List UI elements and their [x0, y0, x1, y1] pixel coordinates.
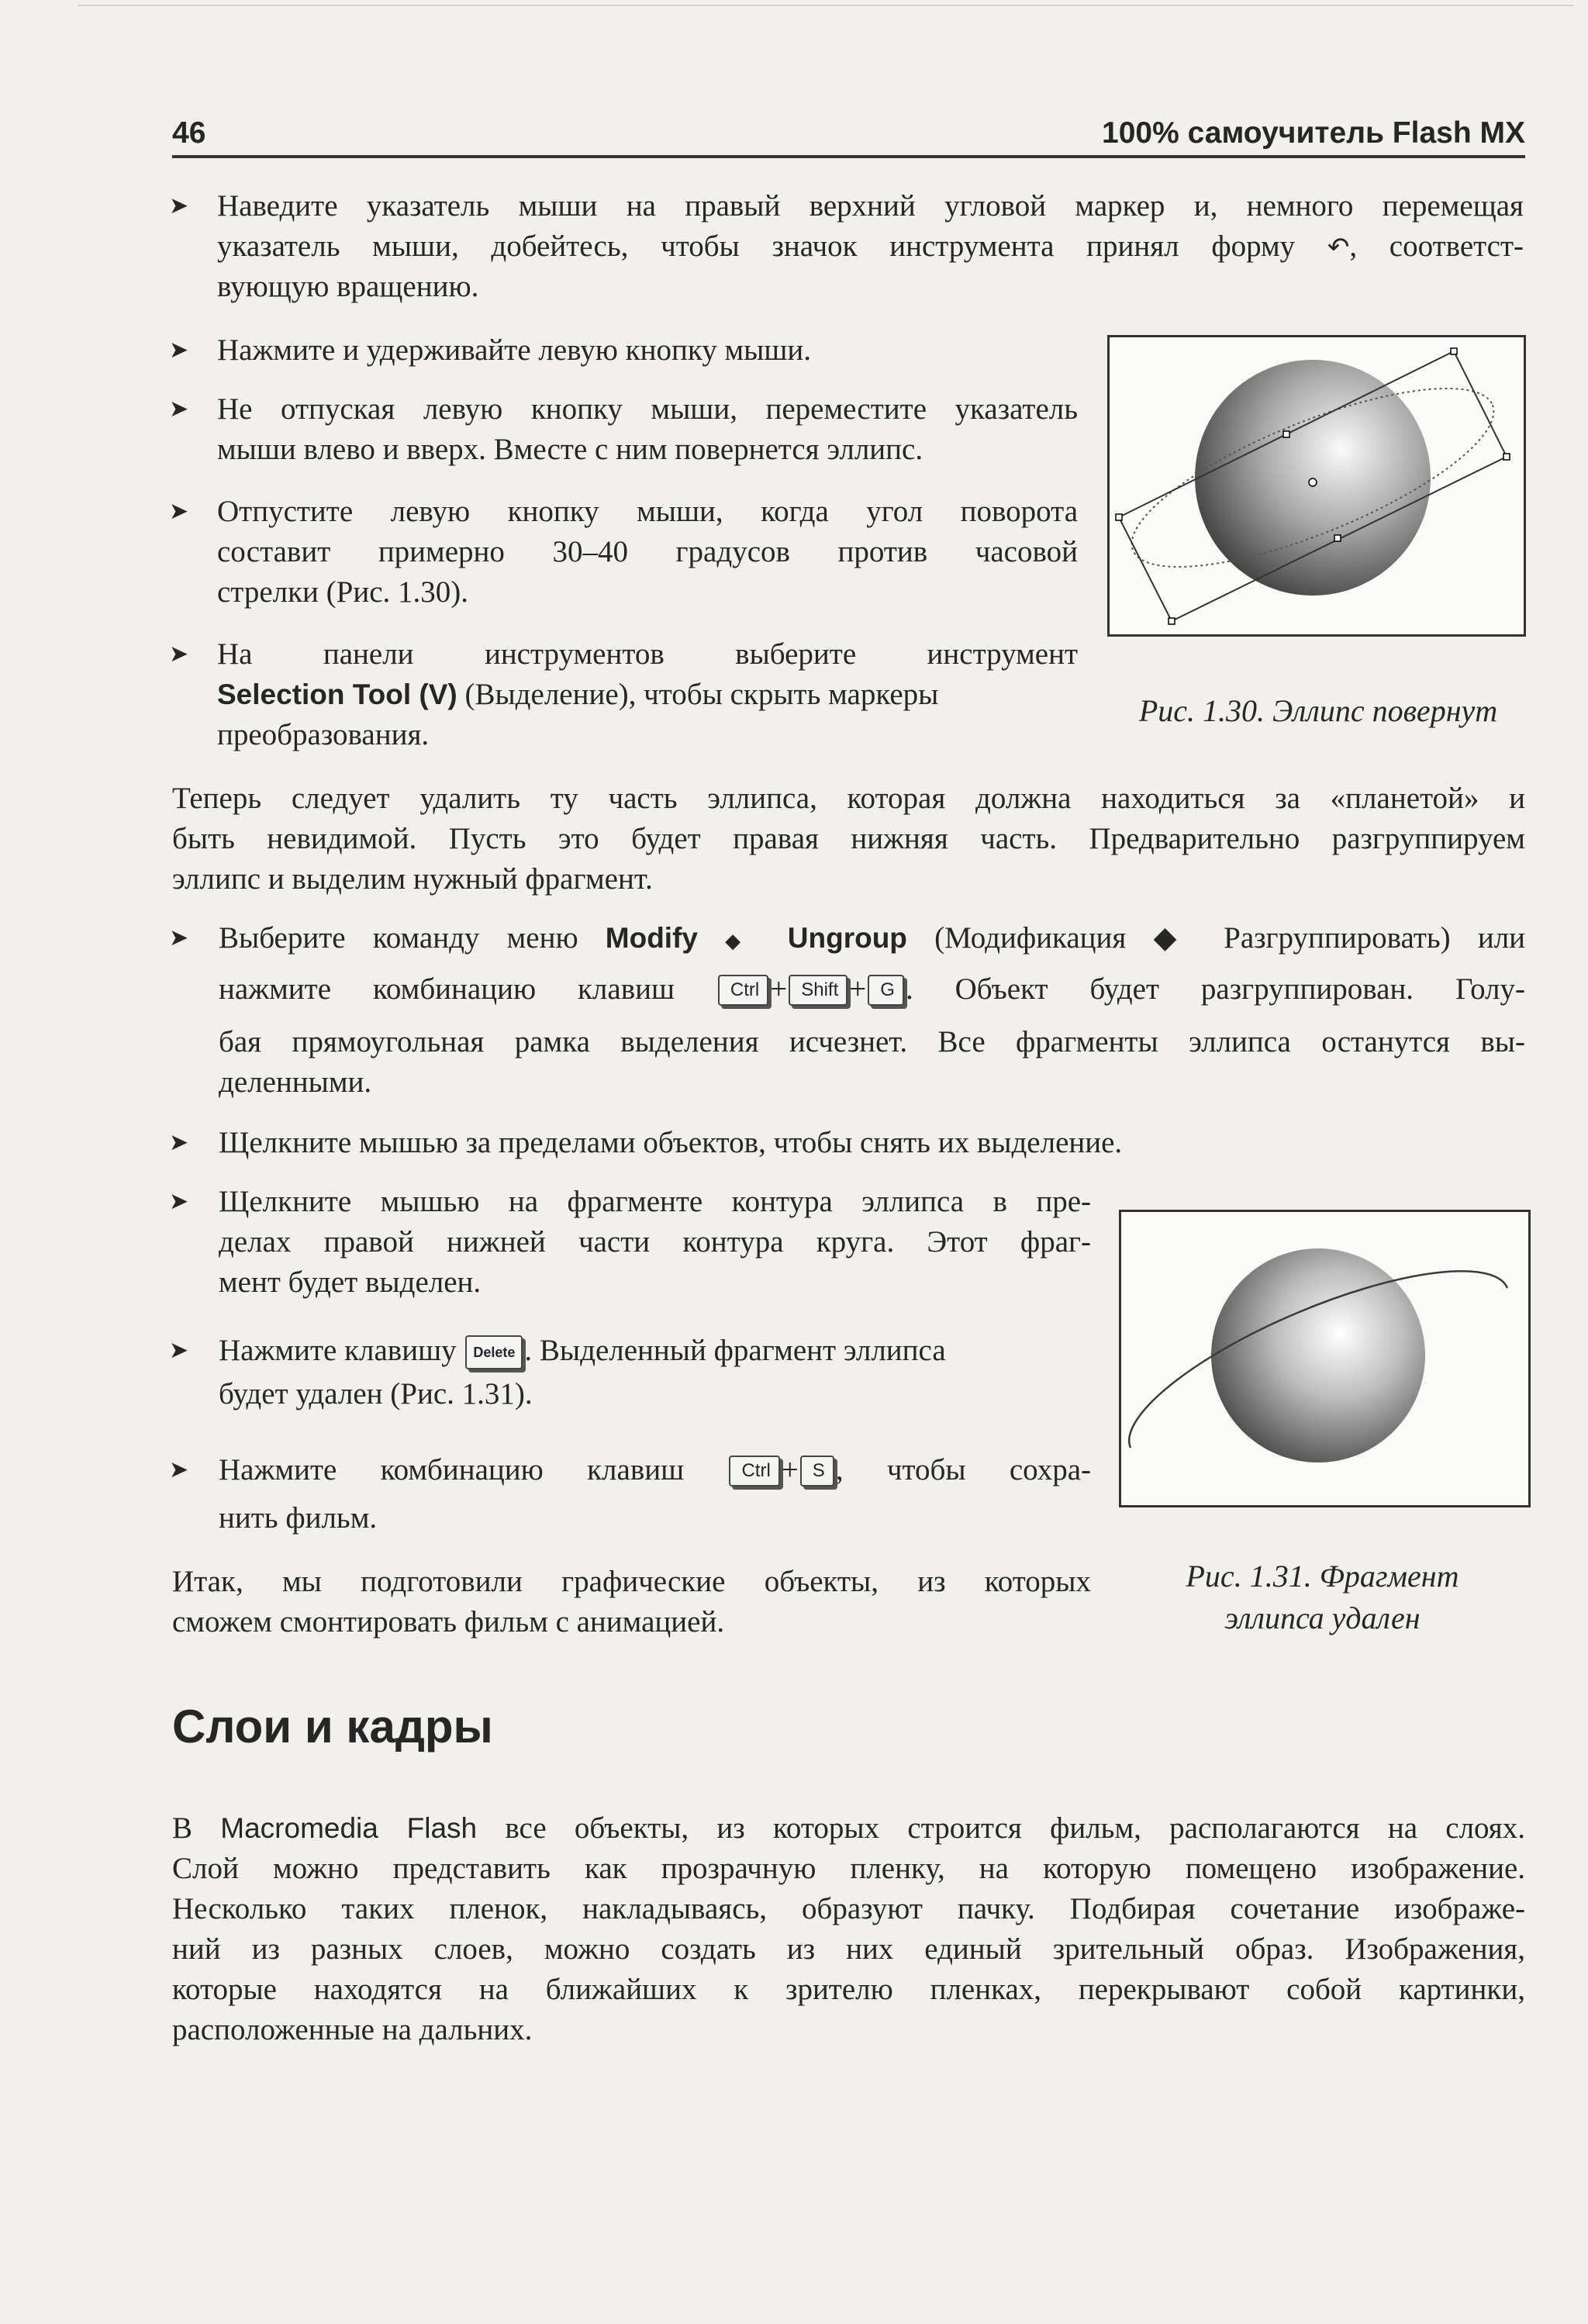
- bullet-arrow-icon: ➤: [169, 1456, 189, 1483]
- paragraph-1-line-3: эллипс и выделим нужный фрагмент.: [172, 862, 653, 896]
- transform-handle: [1169, 618, 1175, 624]
- tool-name: Selection Tool (V): [217, 679, 457, 710]
- bullet-4-line-2: составит примерно 30–40 градусов против часовой: [217, 535, 1078, 568]
- paragraph-3-line-4: ний из разных слоев, можно создать из них единый зрительный образ. Изображения,: [172, 1932, 1525, 1966]
- running-header: [172, 116, 1525, 155]
- paragraph-1-line-1: Теперь следует удалить ту часть эллипса, которая должна находиться за «планетой» и: [172, 782, 1525, 815]
- save-line-1: Нажмите комбинацию клавиш Ctrl + S , чтобы сохра-: [219, 1453, 1092, 1487]
- transform-handle: [1283, 431, 1289, 437]
- bullet-arrow-icon: ➤: [169, 395, 189, 423]
- bullet-arrow-icon: ➤: [169, 1188, 189, 1215]
- paragraph-3-line-5: которые находятся на ближайших к зрителю пленках, перекрывают собой картинки,: [172, 1973, 1525, 2006]
- key-ctrl: Ctrl: [729, 1456, 779, 1487]
- key-g: G: [868, 975, 904, 1006]
- book-title: 100% самоучитель Flash MX: [1102, 116, 1525, 150]
- bullet-5-line-2: Selection Tool (V) (Выделение), чтобы скрыть маркеры: [217, 678, 939, 711]
- bullet-1-line-1: Наведите указатель мыши на правый верхний угловой маркер и, немного перемещая: [217, 189, 1524, 223]
- bullet-arrow-icon: ➤: [169, 192, 189, 219]
- paragraph-2-line-1: Итак, мы подготовили графические объекты, из которых: [172, 1565, 1091, 1598]
- delete-line-1: Нажмите клавишу Delete . Выделенный фрагмент эллипса: [219, 1331, 946, 1371]
- bullet-5-line-1: На панели инструментов выберите инструмент: [217, 637, 1078, 671]
- bullet-1-line-3: вующую вращению.: [217, 270, 479, 303]
- planet-sphere: [1195, 360, 1431, 596]
- transform-handle: [1451, 348, 1457, 354]
- bullet-arrow-icon: ➤: [169, 498, 189, 525]
- figure-1-30-caption: Рис. 1.30. Эллипс повернут: [1138, 693, 1498, 728]
- modify-line-2: нажмите комбинацию клавиш Ctrl + Shift + G . Объект будет разгруппирован. Голу-: [219, 972, 1525, 1006]
- modify-line-4: деленными.: [219, 1065, 372, 1099]
- click-fragment-line-2: делах правой нижней части контура круга. Этот фраг-: [219, 1225, 1091, 1259]
- transform-handle: [1503, 454, 1510, 460]
- planet-illustration: [1121, 1212, 1528, 1505]
- paragraph-1-line-2: быть невидимой. Пусть это будет правая нижняя часть. Предварительно разгруппируем: [172, 822, 1525, 855]
- bullet-2-text: Нажмите и удерживайте левую кнопку мыши.: [217, 333, 812, 367]
- brand-name: Macromedia Flash: [220, 1812, 478, 1844]
- paragraph-3-line-6: расположенные на дальних.: [172, 2013, 533, 2046]
- menu-ungroup: Ungroup: [787, 922, 907, 954]
- delete-line-2: будет удален (Рис. 1.31).: [219, 1377, 533, 1411]
- bullet-arrow-icon: ➤: [169, 337, 189, 364]
- click-fragment-line-3: мент будет выделен.: [219, 1266, 482, 1299]
- transform-center-point: [1309, 478, 1317, 486]
- key-shift: Shift: [789, 975, 848, 1006]
- figure-1-31-caption-line-1: Рис. 1.31. Фрагмент: [1186, 1559, 1459, 1594]
- rotate-cursor-icon: ↶: [1327, 232, 1350, 263]
- modify-line-1: Выберите команду меню Modify ◆ Ungroup (Модификация ◆ Разгруппировать) или: [219, 921, 1526, 955]
- page-number: 46: [172, 116, 206, 150]
- bullet-5-line-3: преобразования.: [217, 718, 430, 751]
- transform-handle: [1334, 535, 1341, 541]
- bullet-arrow-icon: ➤: [169, 641, 189, 668]
- figure-1-30: [1107, 335, 1526, 637]
- key-delete: Delete: [465, 1335, 523, 1369]
- paragraph-3-line-3: Несколько таких пленок, накладываясь, образуют пачку. Подбирая сочетание изображе-: [172, 1892, 1525, 1925]
- paragraph-3-line-1: В Macromedia Flash все объекты, из которых строится фильм, располагаются на слоях.: [172, 1811, 1525, 1845]
- bullet-arrow-icon: ➤: [169, 1129, 189, 1156]
- bullet-3-line-1: Не отпуская левую кнопку мыши, переместите указатель: [217, 392, 1078, 426]
- bullet-1-line-2: указатель мыши, добейтесь, чтобы значок инструмента принял форму ↶, соответст-: [217, 230, 1524, 263]
- figure-1-31-caption-line-2: эллипса удален: [1224, 1601, 1421, 1635]
- rotated-ellipse-illustration: [1110, 337, 1524, 634]
- bullet-arrow-icon: ➤: [169, 924, 189, 951]
- header-rule: [172, 155, 1525, 158]
- paragraph-2-line-2: сможем смонтировать фильм с анимацией.: [172, 1605, 725, 1639]
- menu-modify: Modify: [605, 922, 698, 954]
- save-line-2: нить фильм.: [219, 1501, 378, 1535]
- menu-separator-icon: ◆: [725, 929, 761, 952]
- click-out-text: Щелкните мышью за пределами объектов, чтобы снять их выделение.: [219, 1126, 1123, 1159]
- paragraph-3-line-2: Слой можно представить как прозрачную пленку, на которую помещено изображение.: [172, 1852, 1525, 1885]
- bullet-4-line-3: стрелки (Рис. 1.30).: [217, 575, 469, 609]
- section-heading: Слои и кадры: [172, 1701, 493, 1752]
- key-ctrl: Ctrl: [718, 975, 768, 1006]
- figure-1-31: [1119, 1210, 1531, 1507]
- bullet-arrow-icon: ➤: [169, 1337, 189, 1364]
- bullet-3-line-2: мыши влево и вверх. Вместе с ним повернется эллипс.: [217, 433, 923, 466]
- modify-line-3: бая прямоугольная рамка выделения исчезнет. Все фрагменты эллипса останутся вы-: [219, 1025, 1525, 1058]
- key-s: S: [800, 1456, 834, 1487]
- top-scan-rule: [78, 5, 1574, 6]
- bullet-4-line-1: Отпустите левую кнопку мыши, когда угол поворота: [217, 495, 1078, 528]
- click-fragment-line-1: Щелкните мышью на фрагменте контура эллипса в пре-: [219, 1185, 1091, 1218]
- transform-handle: [1116, 514, 1122, 520]
